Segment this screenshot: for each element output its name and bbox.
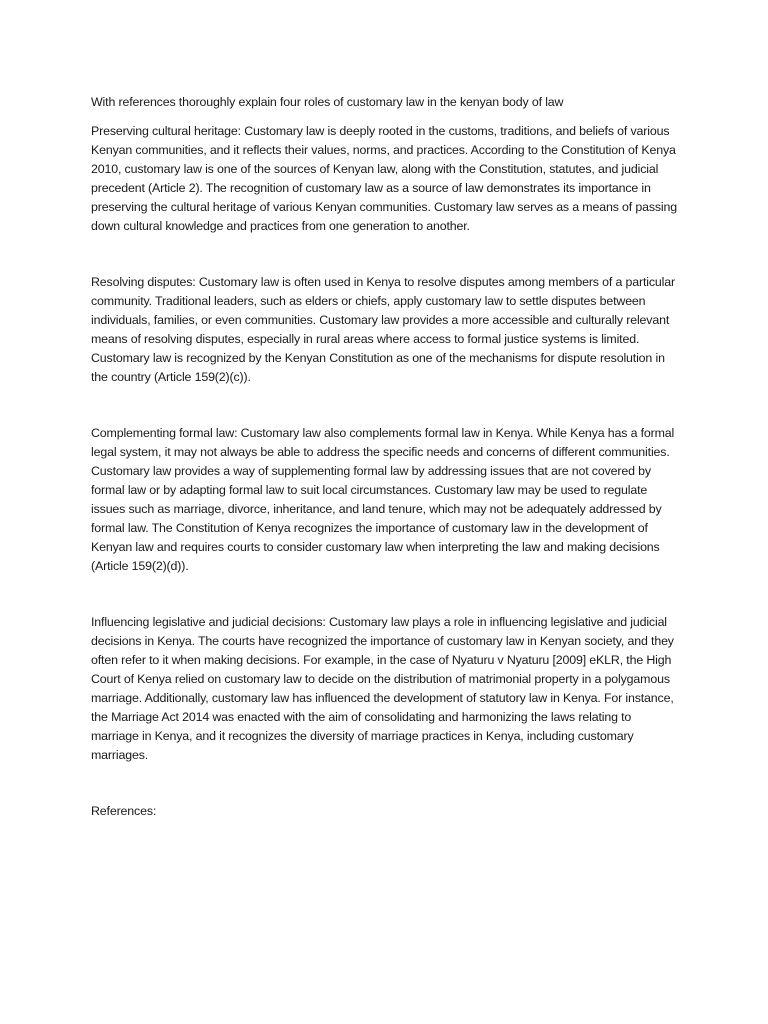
references-label: References: [91,804,157,818]
paragraph-complementing-formal-law: Complementing formal law: Customary law also complements formal law in Kenya. While Kenya has a formal legal system, it may not always be able to address the specific needs and concerns of different communities. Customary law provides a way of supplementing formal law by addressing issues that are not covered by formal law or by adapting formal law to suit local circumstances. Customary law may be used to regulate issues such as marriage, divorce, inheritance, and land tenure, which may not be adequately addressed by formal law. The Constitution of Kenya recognizes the importance of customary law in the development of Kenyan law and requires courts to consider customary law when interpreting the law and making decisions (Article 159(2)(d)). [91,426,675,573]
paragraph-preserving-cultural-heritage: Preserving cultural heritage: Customary law is deeply rooted in the customs, traditions, and beliefs of various Kenyan communities, and it reflects their values, norms, and practices. According to the Constitution of Kenya 2010, customary law is one of the sources of Kenyan law, along with the Constitution, statutes, and judicial precedent (Article 2). The recognition of customary law as a source of law demonstrates its importance in preserving the cultural heritage of various Kenyan communities. Customary law serves as a means of passing down cultural knowledge and practices from one generation to another. [91,124,678,233]
document-body [91,93,681,821]
paragraph-resolving-disputes: Resolving disputes: Customary law is often used in Kenya to resolve disputes among members of a particular community. Traditional leaders, such as elders or chiefs, apply customary law to settle disputes between individuals, families, or even communities. Customary law provides a more accessible and culturally relevant means of resolving disputes, especially in rural areas where access to formal justice systems is limited. Customary law is recognized by the Kenyan Constitution as one of the mechanisms for dispute resolution in the country (Article 159(2)(c)). [91,275,675,384]
paragraph-influencing-decisions: Influencing legislative and judicial decisions: Customary law plays a role in influencing legislative and judicial decisions in Kenya. The courts have recognized the importance of customary law in Kenyan society, and they often refer to it when making decisions. For example, in the case of Nyaturu v Nyaturu [2009] eKLR, the High Court of Kenya relied on customary law to decide on the distribution of matrimonial property in a polygamous marriage. Additionally, customary law has influenced the development of statutory law in Kenya. For instance, the Marriage Act 2014 was enacted with the aim of consolidating and harmonizing the laws relating to marriage in Kenya, and it recognizes the diversity of marriage practices in Kenya, including customary marriages. [91,615,674,762]
question-heading: With references thoroughly explain four roles of customary law in the kenyan body of law [91,95,564,109]
